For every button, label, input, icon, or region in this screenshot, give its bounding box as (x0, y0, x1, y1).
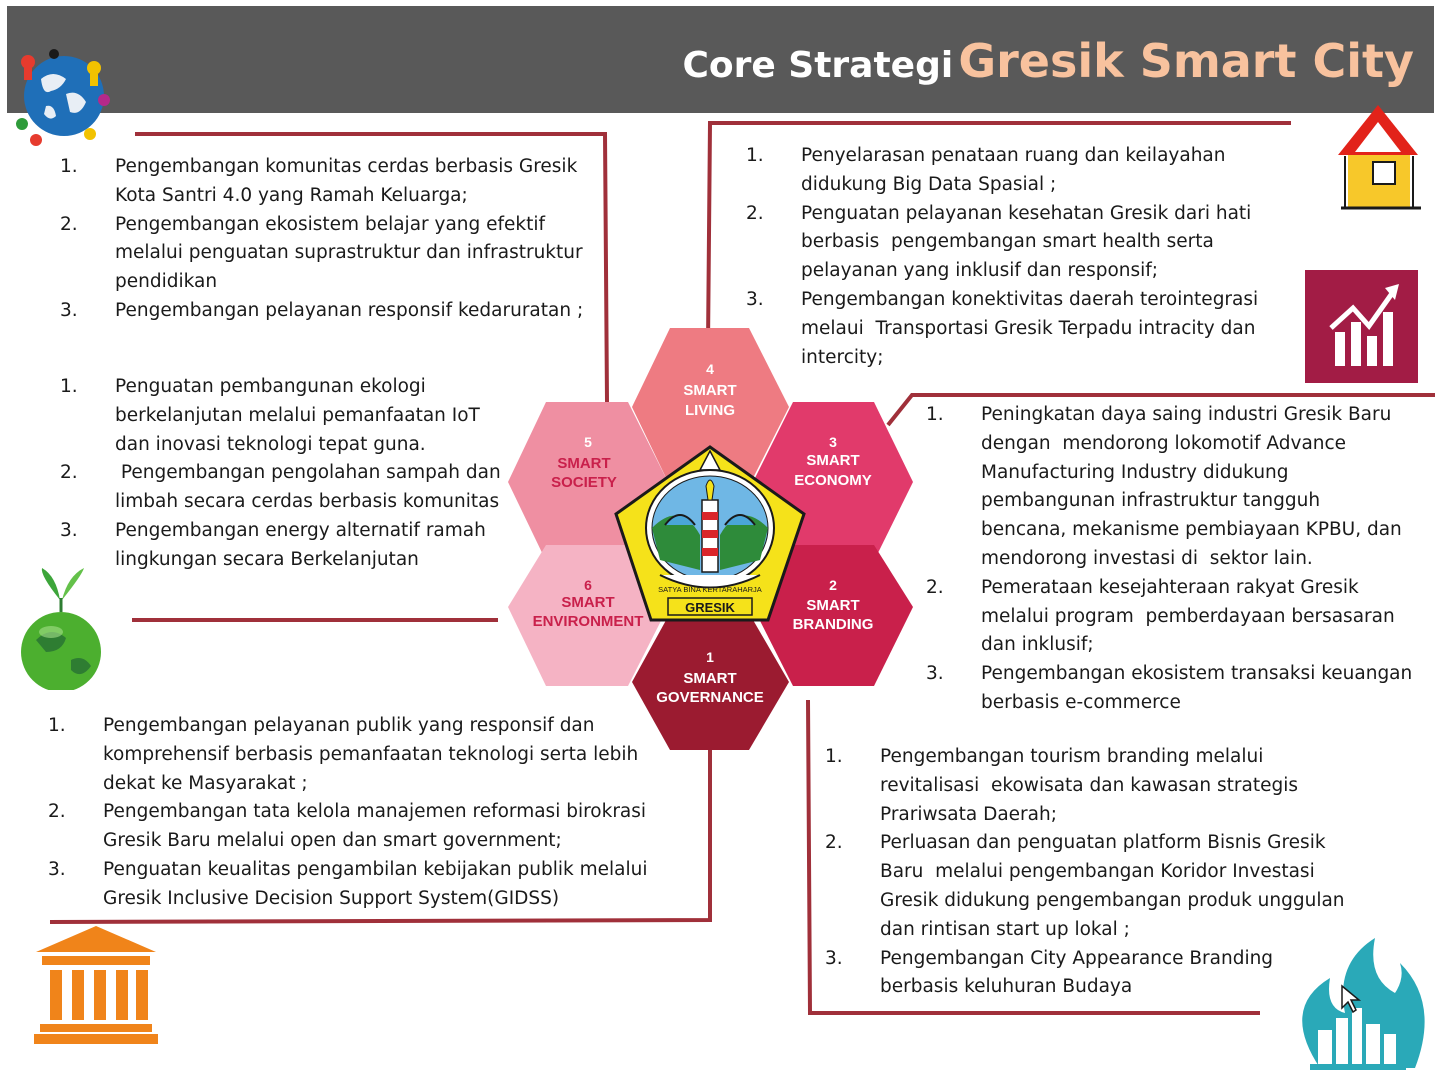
strategy-item-number: 2. (926, 576, 944, 598)
strategy-item-number: 3. (60, 299, 78, 321)
strategy-item-line: Penguatan pelayanan kesehatan Gresik dari hati (801, 202, 1252, 224)
strategy-item-line: revitalisasi ekowisata dan kawasan strategis (880, 774, 1298, 796)
hex-economy-number: 3 (829, 434, 837, 450)
strategy-item-line: didukung Big Data Spasial ; (801, 173, 1057, 195)
house-icon (1333, 100, 1423, 215)
city-flame-icon (1290, 938, 1426, 1072)
strategy-item-line: melalui program pemberdayaan bersasaran (981, 605, 1395, 627)
hex-governance-line2: GOVERNANCE (656, 689, 764, 706)
hex-branding-line1: SMART (806, 597, 860, 614)
strategy-item-line: Pengembangan pengolahan sampah dan (115, 462, 501, 484)
strategy-item-line: pendidikan (115, 271, 218, 293)
strategy-item (825, 743, 1385, 829)
strategy-item (48, 856, 698, 914)
strategy-item-line: Penguatan keualitas pengambilan kebijakan publik melalui (103, 858, 648, 880)
strategy-item-line: berbasis pengembangan smart health serta (801, 231, 1214, 253)
strategy-item (60, 153, 620, 211)
growth-chart-icon (1305, 270, 1418, 383)
strategy-item-line: Peningkatan daya saing industri Gresik Baru (981, 404, 1392, 425)
strategy-item-line: Pemerataan kesejahteraan rakyat Gresik (981, 576, 1359, 598)
strategy-item-line: dekat ke Masyarakat ; (103, 772, 308, 794)
hex-environment-number: 6 (584, 577, 592, 593)
strategy-item-number: 3. (48, 858, 66, 880)
strategy-item-line: Pengembangan pelayanan publik yang responsif dan (103, 715, 595, 736)
strategy-item-number: 3. (60, 519, 78, 541)
strategy-item-line: Penyelarasan penataan ruang dan keilayahan (801, 145, 1226, 166)
strategy-item (746, 286, 1306, 372)
emblem-name: GRESIK (685, 600, 735, 615)
strategy-item (746, 142, 1306, 200)
strategy-item (60, 459, 530, 517)
hex-society-number: 5 (584, 434, 592, 450)
strategy-item (60, 297, 620, 326)
hex-environment-line1: SMART (561, 594, 615, 611)
strategy-item-line: Perluasan dan penguatan platform Bisnis Gresik (880, 832, 1326, 854)
strategy-item-line: mendorong investasi di sektor lain. (981, 547, 1313, 569)
strategy-item-line: berkelanjutan melalui pemanfaatan IoT (115, 404, 480, 426)
hex-branding-number: 2 (829, 577, 837, 593)
strategy-item-line: Baru melalui pengembangan Koridor Investasi (880, 861, 1315, 883)
hex-economy-line1: SMART (806, 452, 860, 469)
strategy-item-line: melaui Transportasi Gresik Terpadu intracity dan (801, 317, 1256, 339)
strategy-item-line: Pengembangan tourism branding melalui (880, 746, 1264, 767)
strategy-item-line: Pengembangan energy alternatif ramah (115, 519, 486, 541)
emblem-motto: SATYA BINA KERTARAHARJA (658, 585, 762, 594)
hex-environment-line2: ENVIRONMENT (532, 613, 644, 630)
hex-branding-line2: BRANDING (792, 616, 874, 633)
strategy-item (926, 660, 1436, 718)
strategy-item-line: Pengembangan City Appearance Branding (880, 947, 1274, 969)
strategy-item-line: berbasis keluhuran Budaya (880, 976, 1133, 998)
strategy-item-line: Pengembangan ekosistem belajar yang efektif (115, 213, 546, 235)
people-globe-icon (6, 44, 116, 148)
strategy-item-number: 2. (60, 213, 78, 235)
strategy-item-line: Pengembangan pelayanan responsif kedaruratan ; (115, 299, 584, 321)
strategy-item-line: lingkungan secara Berkelanjutan (115, 548, 419, 570)
hex-living-line2: LIVING (684, 402, 736, 419)
strategy-item (746, 200, 1306, 286)
economy-strategy-list (926, 401, 1436, 718)
strategy-item-line: Pengembangan konektivitas daerah terointegrasi (801, 288, 1259, 310)
strategy-item-line: Pengembangan ekosistem transaksi keuangan (981, 663, 1413, 685)
environment-strategy-list (60, 373, 530, 575)
strategy-item-number: 1. (825, 746, 843, 767)
strategy-item-number: 1. (60, 156, 78, 177)
title-lead: Core Strategi (682, 45, 954, 86)
strategy-item (48, 798, 698, 856)
strategy-item-line: Penguatan pembangunan ekologi (115, 376, 426, 397)
strategy-item-number: 1. (746, 145, 764, 166)
strategy-item-line: melalui penguatan suprastruktur dan infrastruktur (115, 242, 583, 264)
strategy-item-line: intercity; (801, 346, 884, 368)
society-strategy-list (60, 153, 620, 326)
hex-living-line1: SMART (683, 382, 737, 399)
green-globe-plant-icon (16, 560, 108, 690)
strategy-item-line: Gresik Baru melalui open dan smart government; (103, 830, 562, 852)
strategy-item (926, 574, 1436, 660)
strategy-item-line: Gresik didukung pengembangan produk unggulan (880, 889, 1345, 911)
strategy-item-line: dan inovasi teknologi tepat guna. (115, 433, 426, 455)
strategy-item-number: 3. (825, 947, 843, 969)
strategy-item-number: 2. (48, 801, 66, 823)
strategy-item-line: komprehensif berbasis pemanfaatan teknologi serta lebih (103, 743, 639, 765)
strategy-item-line: dan rintisan start up lokal ; (880, 918, 1130, 940)
strategy-item (60, 211, 620, 297)
strategy-item-line: bencana, mekanisme pembiayaan KPBU, dan (981, 519, 1402, 541)
strategy-item-number: 3. (926, 663, 944, 685)
government-building-icon (32, 924, 160, 1046)
strategy-item-line: pembangunan infrastruktur tangguh (981, 490, 1321, 512)
strategy-item (60, 517, 530, 575)
strategy-item (825, 829, 1385, 944)
strategy-item-line: Manufacturing Industry didukung (981, 461, 1289, 483)
strategy-item-line: Kota Santri 4.0 yang Ramah Keluarga; (115, 184, 468, 206)
title-main: Gresik Smart City (958, 34, 1414, 88)
strategy-item-line: Pengembangan komunitas cerdas berbasis Gresik (115, 156, 578, 177)
hex-living-number: 4 (706, 361, 714, 377)
strategy-item-line: limbah secara cerdas berbasis komunitas (115, 491, 500, 513)
strategy-item (48, 712, 698, 798)
hex-governance-number: 1 (706, 649, 714, 665)
governance-strategy-list (48, 712, 698, 914)
strategy-item-number: 2. (825, 832, 843, 854)
strategy-item-number: 1. (48, 715, 66, 736)
strategy-item-line: Pengembangan tata kelola manajemen reformasi birokrasi (103, 801, 647, 823)
strategy-item-line: berbasis e-commerce (981, 691, 1181, 713)
hex-society-line1: SMART (557, 455, 611, 472)
strategy-item-line: Prariwsata Daerah; (880, 803, 1057, 825)
strategy-item-number: 1. (926, 404, 944, 425)
living-strategy-list (746, 142, 1306, 372)
strategy-item-line: dengan mendorong lokomotif Advance (981, 432, 1347, 454)
strategy-item-number: 2. (746, 202, 764, 224)
hex-economy-line2: ECONOMY (794, 472, 872, 489)
strategy-item-line: Gresik Inclusive Decision Support System(GIDSS) (103, 887, 560, 909)
strategy-item-line: dan inklusif; (981, 634, 1094, 656)
hex-governance-line1: SMART (683, 670, 737, 687)
strategy-item (926, 401, 1436, 574)
hex-society-line2: SOCIETY (551, 474, 617, 491)
strategy-item (60, 373, 530, 459)
strategy-item-number: 2. (60, 462, 78, 484)
strategy-item-number: 1. (60, 376, 78, 397)
strategy-item-number: 3. (746, 288, 764, 310)
strategy-item-line: pelayanan yang inklusif dan responsif; (801, 260, 1159, 282)
